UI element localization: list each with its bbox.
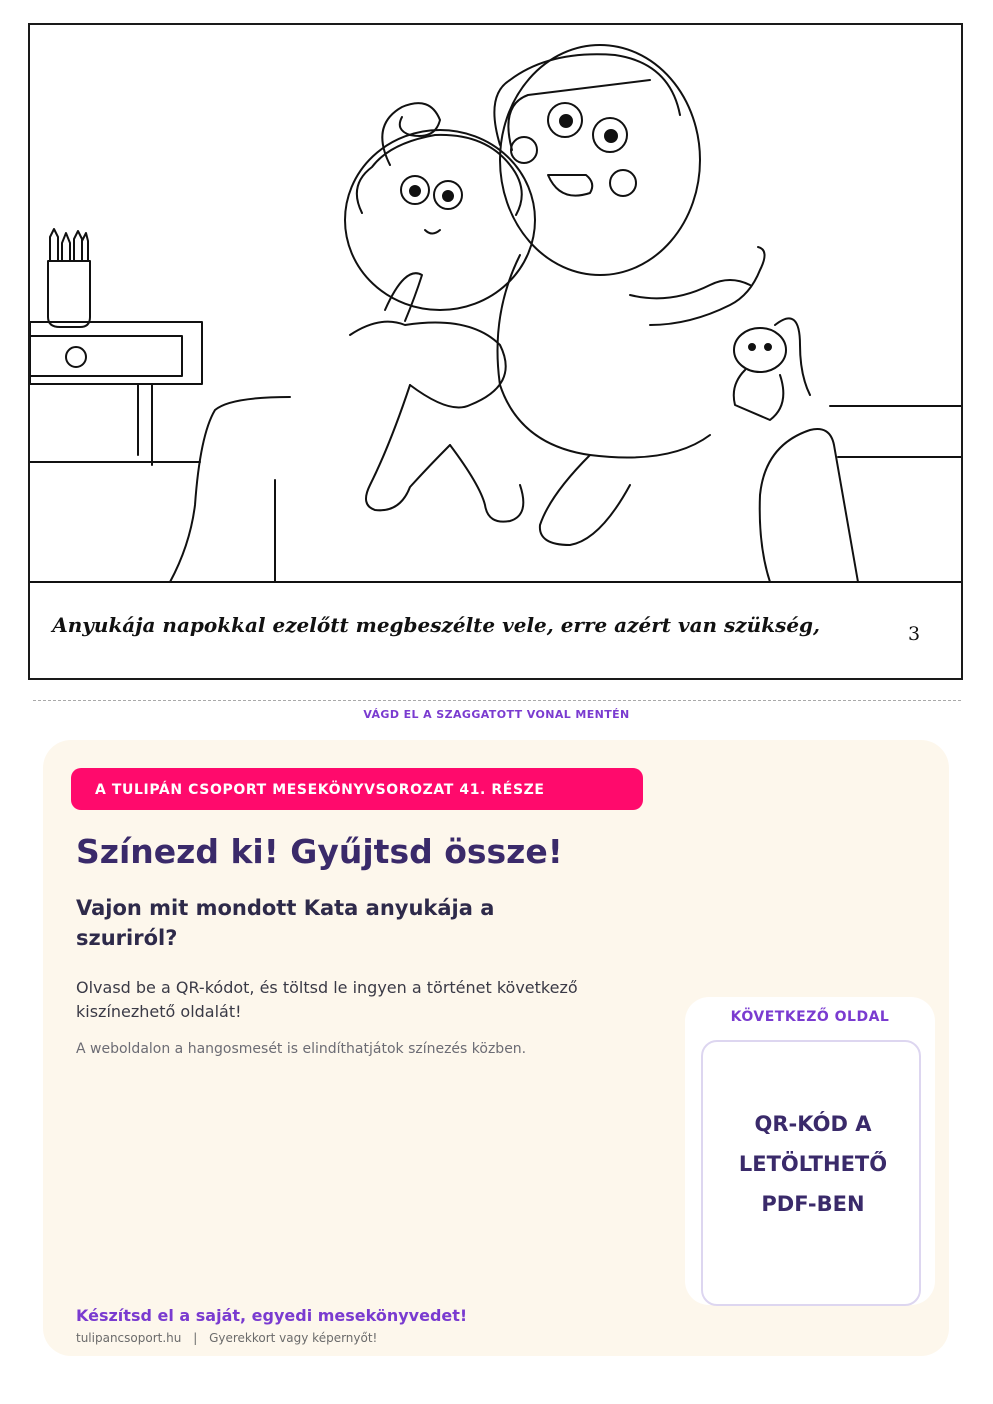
info-card (43, 740, 949, 1356)
call-to-action: Készítsd el a saját, egyedi mesekönyvedet! (76, 1306, 468, 1325)
headline: Színezd ki! Gyűjtsd össze! (76, 832, 563, 871)
footer-separator: | (193, 1331, 198, 1345)
coloring-illustration (30, 25, 961, 678)
hint-text: A weboldalon a hangosmesét is elindíthatjátok színezés közben. (76, 1041, 527, 1057)
subheadline: Vajon mit mondott Kata anyukája a szuriról? (76, 896, 495, 950)
dashed-cut-line (33, 700, 961, 701)
coloring-page-frame (28, 23, 963, 680)
qr-placeholder-text: QR-KÓD A LETÖLTHETŐ PDF-BEN (738, 1112, 888, 1216)
series-banner: A TULIPÁN CSOPORT MESEKÖNYVSOROZAT 41. RÉSZE (71, 768, 643, 810)
body-text: Olvasd be a QR-kódot, és töltsd le ingyen a történet következő kiszínezhető oldalát! (76, 978, 578, 1021)
website-link[interactable]: tulipancsoport.hu (76, 1331, 182, 1345)
page-number: 3 (908, 623, 921, 645)
footer-tagline: Gyerekkort vagy képernyőt! (209, 1331, 378, 1345)
qr-title: KÖVETKEZŐ OLDAL (730, 1009, 890, 1025)
qr-code-box (701, 1040, 921, 1306)
page-caption: Anyukája napokkal ezelőtt megbeszélte vele, erre azért van szükség, (52, 613, 820, 637)
qr-panel (685, 997, 935, 1305)
footer (76, 1331, 377, 1345)
cut-instruction: VÁGD EL A SZAGGATOTT VONAL MENTÉN (363, 708, 630, 721)
